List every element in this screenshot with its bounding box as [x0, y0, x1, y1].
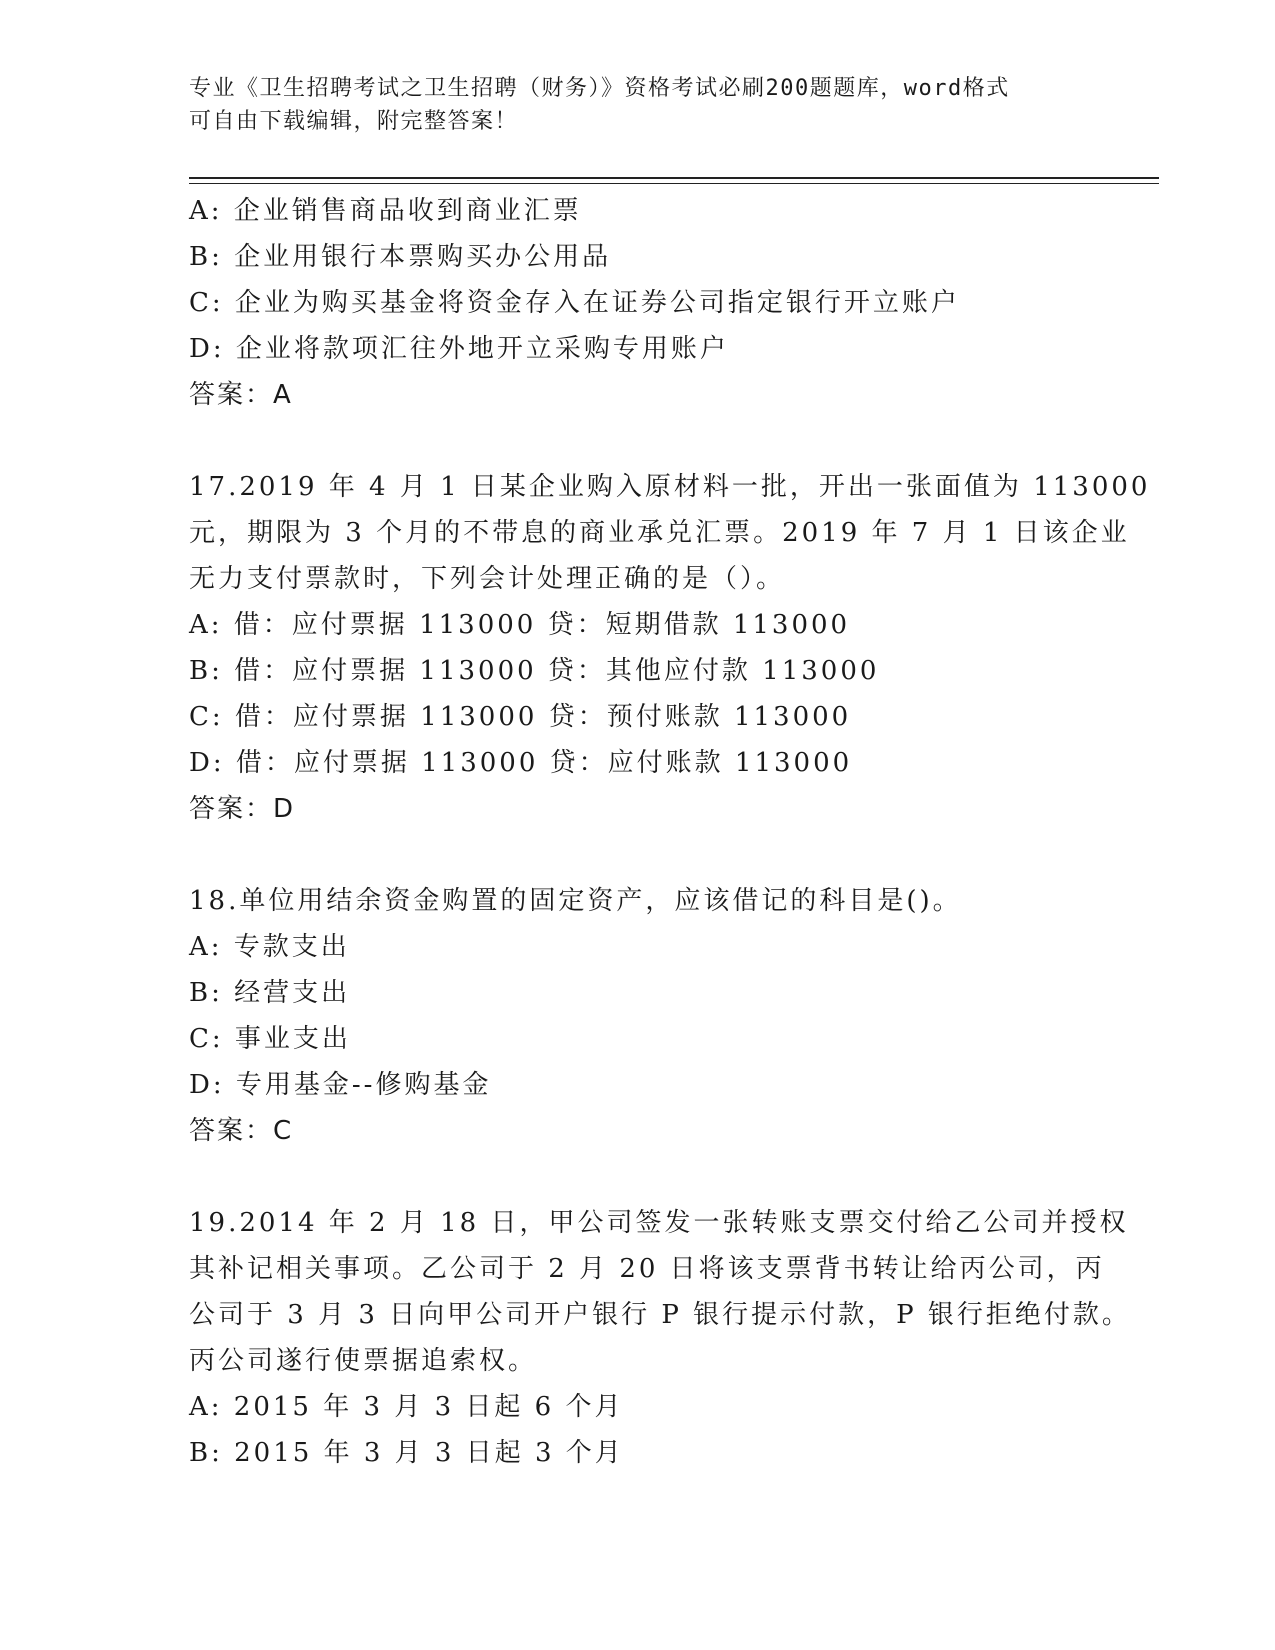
question-16 [189, 188, 1089, 418]
option-a: A: 2015 年 3 月 3 日起 6 个月 [189, 1392, 624, 1422]
question-18 [189, 878, 1089, 1154]
question-stem-line: 无力支付票款时，下列会计处理正确的是（）。 [189, 564, 786, 594]
header-line-2: 可自由下载编辑，附完整答案！ [189, 109, 519, 134]
option-a: A: 借：应付票据 113000 贷：短期借款 113000 [189, 610, 851, 640]
spacer [189, 832, 1089, 878]
option-b: B: 经营支出 [189, 978, 351, 1008]
question-stem-line: 19.2014 年 2 月 18 日，甲公司签发一张转账支票交付给乙公司并授权 [189, 1208, 1129, 1238]
question-stem-line: 元，期限为 3 个月的不带息的商业承兑汇票。2019 年 7 月 1 日该企业 [189, 518, 1130, 548]
option-b: B: 借：应付票据 113000 贷：其他应付款 113000 [189, 656, 880, 686]
answer: 答案：C [189, 1116, 294, 1146]
header-rule-thick [189, 177, 1159, 179]
option-c: C: 借：应付票据 113000 贷：预付账款 113000 [189, 702, 852, 732]
option-d: D: 专用基金--修购基金 [189, 1070, 492, 1100]
question-17 [189, 464, 1151, 832]
option-b: B: 2015 年 3 月 3 日起 3 个月 [189, 1438, 624, 1468]
question-stem-line: 丙公司遂行使票据追索权。 [189, 1346, 538, 1376]
question-content [189, 188, 1151, 1476]
question-stem-line: 其补记相关事项。乙公司于 2 月 20 日将该支票背书转让给丙公司，丙 [189, 1254, 1105, 1284]
answer: 答案：D [189, 794, 296, 824]
option-c: C: 事业支出 [189, 1024, 351, 1054]
option-c: C: 企业为购买基金将资金存入在证券公司指定银行开立账户 [189, 288, 960, 318]
question-stem-line: 17.2019 年 4 月 1 日某企业购入原材料一批，开出一张面值为 113000 [189, 472, 1151, 502]
question-19 [189, 1200, 1131, 1476]
option-a: A: 专款支出 [189, 932, 350, 962]
spacer [189, 1154, 1089, 1200]
option-d: D: 借：应付票据 113000 贷：应付账款 113000 [189, 748, 853, 778]
question-stem-line: 18.单位用结余资金购置的固定资产，应该借记的科目是()。 [189, 886, 962, 916]
header-rule-thin [189, 183, 1159, 184]
question-stem-line: 公司于 3 月 3 日向甲公司开户银行 P 银行提示付款，P 银行拒绝付款。 [189, 1300, 1131, 1330]
spacer [189, 418, 1089, 464]
document-header [189, 72, 1069, 138]
header-line-1: 专业《卫生招聘考试之卫生招聘（财务）》资格考试必刷200题题库，word格式 [189, 76, 1010, 101]
option-a: A: 企业销售商品收到商业汇票 [189, 196, 582, 226]
option-b: B: 企业用银行本票购买办公用品 [189, 242, 612, 272]
answer: 答案：A [189, 380, 293, 410]
option-d: D: 企业将款项汇往外地开立采购专用账户 [189, 334, 729, 364]
